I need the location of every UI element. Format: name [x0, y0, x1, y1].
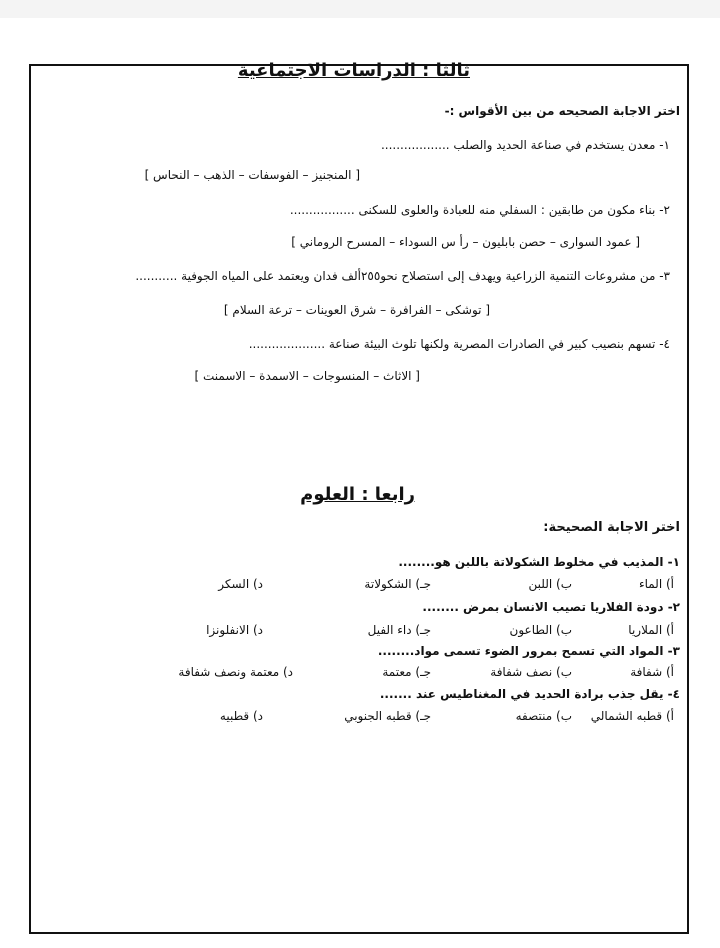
- social-instruction: اختر الاجابة الصحيحه من بين الأقواس :-: [444, 104, 680, 118]
- science-q2-option-a: أ) الملاريا: [628, 623, 674, 637]
- social-studies-title: ثالثا : الدراسات الاجتماعية: [237, 60, 470, 81]
- science-question-4: ٤- يقل جذب برادة الحديد في المغناطيس عند .......: [379, 687, 680, 701]
- science-q3-option-a: أ) شفافة: [630, 665, 674, 679]
- social-question-1: ١- معدن يستخدم في صناعة الحديد والصلب ..................: [380, 138, 670, 152]
- social-choices-1: [ المنجنيز – الفوسفات – الذهب – النحاس ]: [144, 168, 360, 182]
- social-question-4: ٤- تسهم بنصيب كبير في الصادرات المصرية ولكنها تلوث البيئة صناعة ....................: [248, 337, 670, 351]
- exam-page: [0, 18, 720, 948]
- social-choices-3: [ توشكى – الفرافرة – شرق العوينات – ترعة السلام ]: [223, 303, 490, 317]
- science-q2-option-c: جـ) داء الفيل: [367, 623, 431, 637]
- science-q1-option-c: جـ) الشكولاتة: [364, 577, 431, 591]
- science-q3-option-c: جـ) معتمة: [382, 665, 431, 679]
- social-choices-2: [ عمود السوارى – حصن بابليون – رأ س السوداء – المسرح الروماني ]: [291, 235, 640, 249]
- science-q1-option-b: ب) اللبن: [528, 577, 572, 591]
- social-question-2: ٢- بناء مكون من طابقين : السفلي منه للعبادة والعلوى للسكنى .................: [289, 203, 670, 217]
- science-question-2: ٢- دودة الفلاريا تصيب الانسان بمرض ........: [422, 600, 680, 614]
- science-q4-option-d: د) قطبيه: [219, 709, 263, 723]
- science-q2-option-d: د) الانفلونزا: [206, 623, 263, 637]
- science-q4-option-a: أ) قطبه الشمالي: [590, 709, 674, 723]
- science-q1-option-d: د) السكر: [218, 577, 263, 591]
- science-title: رابعا : العلوم: [300, 484, 415, 505]
- science-q4-option-b: ب) منتصفه: [515, 709, 572, 723]
- science-question-1: ١- المذيب في مخلوط الشكولاتة باللبن هو........: [398, 555, 680, 569]
- science-q4-option-c: جـ) قطبه الجنوبي: [344, 709, 431, 723]
- social-question-3: ٣- من مشروعات التنمية الزراعية ويهدف إلى استصلاح نحو٢٥٥ألف فدان ويعتمد على المياه الجوفية ...........: [135, 269, 670, 283]
- science-q1-option-a: أ) الماء: [638, 577, 674, 591]
- science-q3-option-b: ب) نصف شفافة: [490, 665, 572, 679]
- science-instruction: اختر الاجابة الصحيحة:: [543, 520, 680, 535]
- social-choices-4: [ الاثاث – المنسوجات – الاسمدة – الاسمنت ]: [194, 369, 420, 383]
- science-q2-option-b: ب) الطاعون: [509, 623, 572, 637]
- science-question-3: ٣- المواد التي تسمح بمرور الضوء تسمى مواد........: [377, 644, 680, 658]
- science-q3-option-d: د) معتمة ونصف شفافة: [178, 665, 293, 679]
